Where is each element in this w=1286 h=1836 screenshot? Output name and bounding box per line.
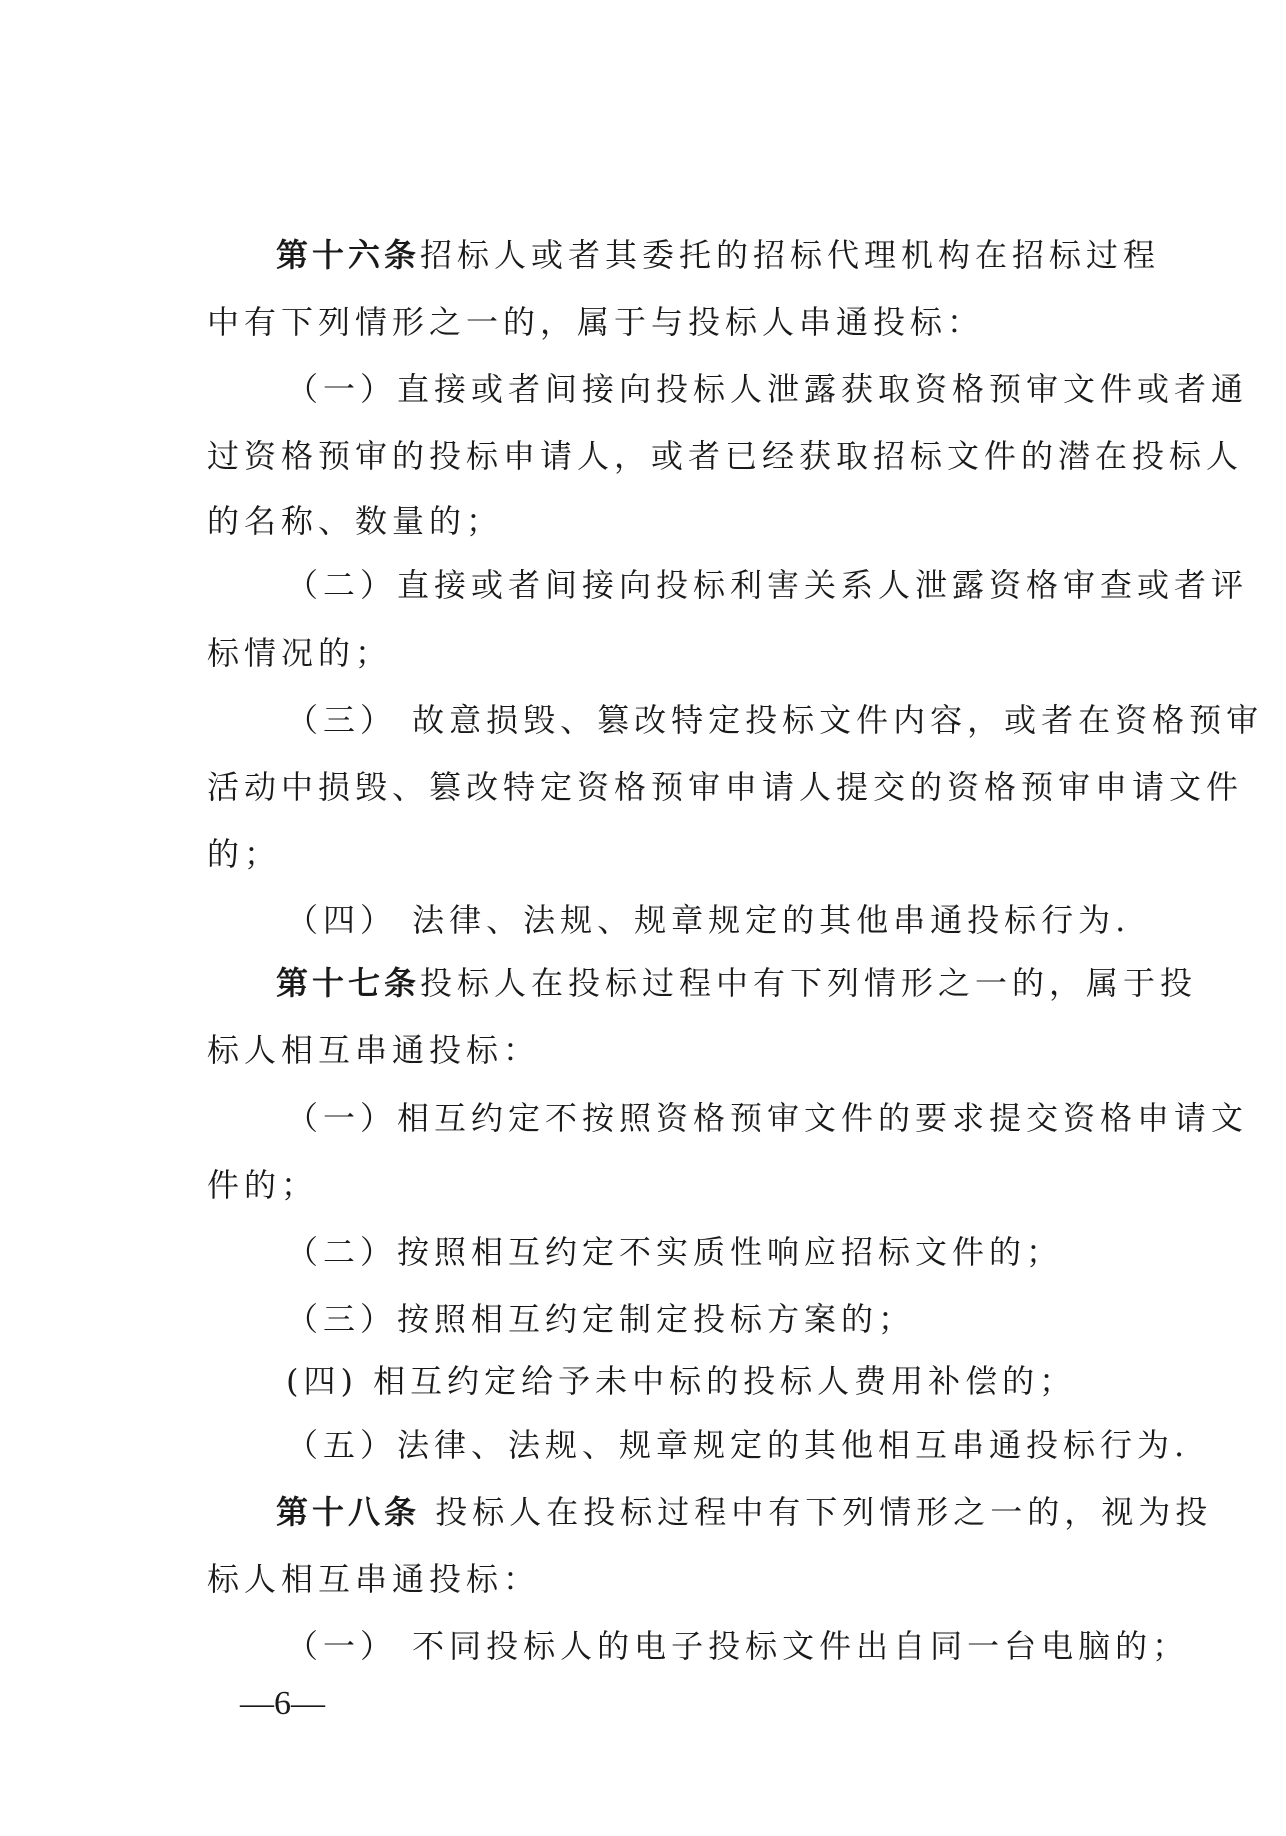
text-line: [0, 235, 1286, 275]
line-text: （四） 法律、法规、规章规定的其他串通投标行为.: [286, 901, 1131, 939]
text-line: [0, 1030, 1286, 1070]
text-line: [0, 1425, 1286, 1465]
line-text: 的；: [207, 835, 282, 873]
article-heading: 第十六条: [276, 236, 421, 274]
text-line: [0, 1626, 1286, 1666]
text-line: [0, 900, 1286, 940]
text-line: [0, 1492, 1286, 1532]
text-line: [0, 1361, 1286, 1401]
line-text: （五）法律、法规、规章规定的其他相互串通投标行为.: [286, 1426, 1190, 1464]
line-text: 活动中损毁、篡改特定资格预审申请人提交的资格预审申请文件: [207, 768, 1244, 806]
text-line: [0, 369, 1286, 409]
line-text: 投标人在投标过程中有下列情形之一的，视为投: [420, 1493, 1213, 1531]
text-line: [0, 1098, 1286, 1138]
line-text: （一）相互约定不按照资格预审文件的要求提交资格申请文: [286, 1099, 1249, 1137]
text-line: [0, 963, 1286, 1003]
line-text: （三）按照相互约定制定投标方案的；: [286, 1300, 916, 1338]
line-text: 标情况的；: [207, 634, 393, 672]
line-text: 件的；: [207, 1166, 319, 1204]
text-line: [0, 1559, 1286, 1599]
line-text: （三） 故意损毁、篡改特定投标文件内容，或者在资格预审: [286, 701, 1264, 739]
line-text: 投标人在投标过程中有下列情形之一的，属于投: [420, 964, 1198, 1002]
text-line: [0, 436, 1286, 476]
page-number: —6—: [240, 1685, 325, 1722]
line-text: 过资格预审的投标申请人，或者已经获取招标文件的潜在投标人: [207, 437, 1244, 475]
text-line: [0, 767, 1286, 807]
line-text: 的名称、数量的；: [207, 502, 504, 540]
text-line: [0, 1299, 1286, 1339]
line-text: （二）按照相互约定不实质性响应招标文件的；: [286, 1233, 1064, 1271]
text-line: [0, 501, 1286, 541]
text-line: [0, 565, 1286, 605]
line-text: 标人相互串通投标：: [207, 1560, 541, 1598]
line-text: 标人相互串通投标：: [207, 1031, 541, 1069]
text-line: [0, 1232, 1286, 1272]
line-text: （一）直接或者间接向投标人泄露获取资格预审文件或者通: [286, 370, 1249, 408]
line-text: （一） 不同投标人的电子投标文件出自同一台电脑的；: [286, 1627, 1190, 1665]
text-line: [0, 633, 1286, 673]
text-line: [0, 1165, 1286, 1205]
line-text: 招标人或者其委托的招标代理机构在招标过程: [420, 236, 1161, 274]
line-text: (四) 相互约定给予未中标的投标人费用补偿的；: [286, 1362, 1077, 1400]
line-text: 中有下列情形之一的，属于与投标人串通投标：: [207, 303, 985, 341]
article-heading: 第十八条: [276, 1493, 421, 1531]
text-line: [0, 700, 1286, 740]
line-text: （二）直接或者间接向投标利害关系人泄露资格审查或者评: [286, 566, 1249, 604]
article-heading: 第十七条: [276, 964, 421, 1002]
text-line: [0, 834, 1286, 874]
text-line: [0, 302, 1286, 342]
